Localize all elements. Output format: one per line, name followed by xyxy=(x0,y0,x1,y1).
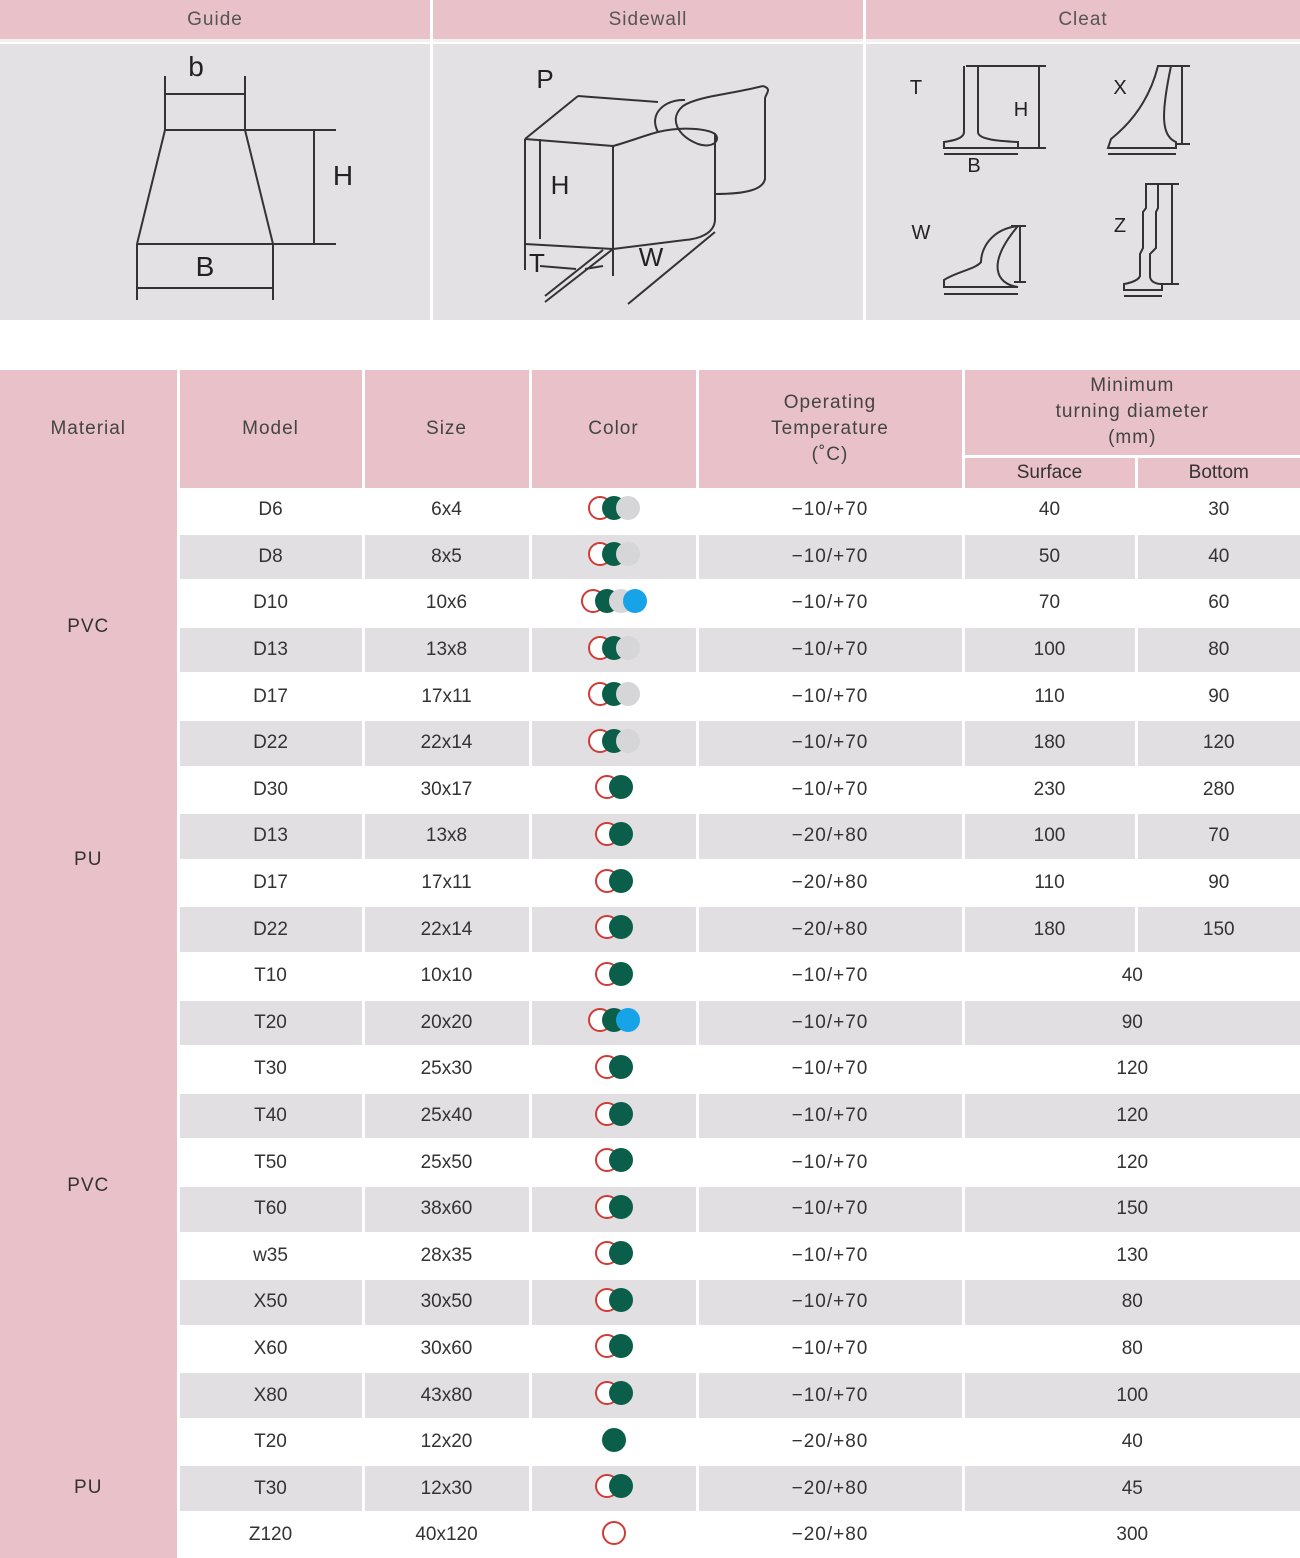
color-dot-green xyxy=(609,1195,633,1219)
color-swatches xyxy=(588,1007,640,1033)
surface-cell: 50 xyxy=(963,534,1136,581)
temperature-cell: −10/+70 xyxy=(697,1233,963,1280)
temperature-cell: −10/+70 xyxy=(697,1186,963,1233)
color-dot-green xyxy=(609,1055,633,1079)
table-row xyxy=(0,1326,1300,1373)
color-dot-green xyxy=(609,1288,633,1312)
header-size: Size xyxy=(363,370,530,488)
table-row xyxy=(0,906,1300,953)
table-row xyxy=(0,813,1300,860)
color-dot-grey xyxy=(616,729,640,753)
bottom-cell: 40 xyxy=(1136,534,1300,581)
color-dot-green xyxy=(609,1148,633,1172)
color-dot-green xyxy=(609,915,633,939)
surface-cell: 110 xyxy=(963,860,1136,907)
temperature-cell: −20/+80 xyxy=(697,813,963,860)
size-cell: 17x11 xyxy=(363,673,530,720)
surface-cell: 230 xyxy=(963,767,1136,814)
temperature-cell: −20/+80 xyxy=(697,1419,963,1466)
color-cell xyxy=(530,1233,697,1280)
size-cell: 25x30 xyxy=(363,1046,530,1093)
color-cell xyxy=(530,1419,697,1466)
cleat-title: Cleat xyxy=(1058,8,1108,30)
color-cell xyxy=(530,860,697,907)
temperature-cell: −10/+70 xyxy=(697,580,963,627)
color-dot-green xyxy=(609,822,633,846)
cleat-diagram xyxy=(866,44,1300,320)
table-row xyxy=(0,1233,1300,1280)
color-swatches xyxy=(588,541,640,567)
min-diameter-cell: 45 xyxy=(963,1465,1300,1512)
color-dot-green xyxy=(609,1474,633,1498)
temperature-cell: −10/+70 xyxy=(697,1279,963,1326)
temperature-cell: −10/+70 xyxy=(697,488,963,534)
table-row xyxy=(0,1093,1300,1140)
color-swatches xyxy=(588,635,640,661)
model-cell: X50 xyxy=(178,1279,363,1326)
bottom-cell: 30 xyxy=(1136,488,1300,534)
color-dot-grey xyxy=(616,682,640,706)
color-swatches xyxy=(595,774,633,800)
cleat-panel xyxy=(866,44,1300,320)
color-swatches xyxy=(595,1147,633,1173)
color-cell xyxy=(530,720,697,767)
color-swatches xyxy=(595,1101,633,1127)
color-swatches xyxy=(595,1240,633,1266)
guide-title: Guide xyxy=(187,8,243,30)
temperature-cell: −20/+80 xyxy=(697,860,963,907)
color-cell xyxy=(530,1186,697,1233)
color-swatches xyxy=(602,1427,626,1453)
bottom-cell: 90 xyxy=(1136,860,1300,907)
color-swatches xyxy=(602,1520,626,1546)
color-dot-green xyxy=(609,1102,633,1126)
color-cell xyxy=(530,767,697,814)
bottom-cell: 280 xyxy=(1136,767,1300,814)
cleat-label-B: B xyxy=(967,155,981,177)
model-cell: D22 xyxy=(178,720,363,767)
temperature-cell: −20/+80 xyxy=(697,906,963,953)
model-cell: D17 xyxy=(178,673,363,720)
table-row xyxy=(0,1465,1300,1512)
header-surface: Surface xyxy=(963,456,1136,488)
size-cell: 12x30 xyxy=(363,1465,530,1512)
size-cell: 30x50 xyxy=(363,1279,530,1326)
temperature-cell: −10/+70 xyxy=(697,720,963,767)
cleat-label-H: H xyxy=(1013,99,1029,121)
model-cell: T20 xyxy=(178,1419,363,1466)
color-swatches xyxy=(595,1194,633,1220)
size-cell: 30x17 xyxy=(363,767,530,814)
size-cell: 22x14 xyxy=(363,906,530,953)
model-cell: X60 xyxy=(178,1326,363,1373)
guide-label-H: H xyxy=(332,160,354,191)
color-swatches xyxy=(595,961,633,987)
sidewall-header xyxy=(433,0,863,42)
temperature-cell: −10/+70 xyxy=(697,953,963,1000)
bottom-cell: 90 xyxy=(1136,673,1300,720)
color-cell xyxy=(530,673,697,720)
color-dot-green xyxy=(609,1241,633,1265)
size-cell: 43x80 xyxy=(363,1372,530,1419)
size-cell: 40x120 xyxy=(363,1512,530,1558)
color-swatches xyxy=(595,1333,633,1359)
table-row xyxy=(0,488,1300,534)
table-row xyxy=(0,1000,1300,1047)
color-cell xyxy=(530,1372,697,1419)
color-swatches xyxy=(595,1287,633,1313)
temperature-cell: −10/+70 xyxy=(697,1093,963,1140)
header-bottom: Bottom xyxy=(1136,456,1300,488)
color-swatches xyxy=(595,1054,633,1080)
min-diameter-cell: 80 xyxy=(963,1279,1300,1326)
sidewall-label-T: T xyxy=(529,248,545,278)
bottom-cell: 60 xyxy=(1136,580,1300,627)
model-cell: Z120 xyxy=(178,1512,363,1558)
header-model: Model xyxy=(178,370,363,488)
size-cell: 6x4 xyxy=(363,488,530,534)
model-cell: D30 xyxy=(178,767,363,814)
color-cell xyxy=(530,1465,697,1512)
cleat-header xyxy=(866,0,1300,42)
size-cell: 38x60 xyxy=(363,1186,530,1233)
color-dot-grey xyxy=(616,496,640,520)
color-cell xyxy=(530,1326,697,1373)
model-cell: D8 xyxy=(178,534,363,581)
cleat-label-Z: Z xyxy=(1113,215,1127,237)
min-diameter-cell: 120 xyxy=(963,1139,1300,1186)
table-row xyxy=(0,673,1300,720)
table-row xyxy=(0,627,1300,674)
min-diameter-cell: 130 xyxy=(963,1233,1300,1280)
size-cell: 10x10 xyxy=(363,953,530,1000)
size-cell: 25x50 xyxy=(363,1139,530,1186)
surface-cell: 70 xyxy=(963,580,1136,627)
cleat-label-X: X xyxy=(1113,77,1127,99)
table-row xyxy=(0,1046,1300,1093)
color-cell xyxy=(530,1000,697,1047)
header-color: Color xyxy=(530,370,697,488)
min-diameter-cell: 300 xyxy=(963,1512,1300,1558)
size-cell: 28x35 xyxy=(363,1233,530,1280)
table-row xyxy=(0,953,1300,1000)
model-cell: T10 xyxy=(178,953,363,1000)
color-cell xyxy=(530,1046,697,1093)
model-cell: D17 xyxy=(178,860,363,907)
size-cell: 17x11 xyxy=(363,860,530,907)
color-cell xyxy=(530,534,697,581)
guide-panel xyxy=(0,44,430,320)
color-cell xyxy=(530,580,697,627)
color-dot-blue xyxy=(623,589,647,613)
header-material: Material xyxy=(0,370,178,488)
table-row xyxy=(0,1419,1300,1466)
model-cell: T30 xyxy=(178,1465,363,1512)
color-swatches xyxy=(595,868,633,894)
sidewall-label-P: P xyxy=(536,64,554,94)
material-cell: PU xyxy=(0,1419,178,1558)
bottom-cell: 120 xyxy=(1136,720,1300,767)
color-cell xyxy=(530,488,697,534)
color-cell xyxy=(530,1093,697,1140)
size-cell: 12x20 xyxy=(363,1419,530,1466)
min-diameter-cell: 90 xyxy=(963,1000,1300,1047)
temperature-cell: −20/+80 xyxy=(697,1465,963,1512)
temperature-cell: −10/+70 xyxy=(697,673,963,720)
sidewall-label-H: H xyxy=(550,170,570,200)
color-swatches xyxy=(595,1473,633,1499)
sidewall-panel xyxy=(433,44,863,320)
min-diameter-cell: 150 xyxy=(963,1186,1300,1233)
model-cell: T40 xyxy=(178,1093,363,1140)
temperature-cell: −10/+70 xyxy=(697,1000,963,1047)
color-cell xyxy=(530,953,697,1000)
temperature-cell: −10/+70 xyxy=(697,1326,963,1373)
color-swatches xyxy=(595,914,633,940)
temperature-cell: −10/+70 xyxy=(697,1046,963,1093)
color-cell xyxy=(530,627,697,674)
bottom-cell: 150 xyxy=(1136,906,1300,953)
header-temperature: Operating Temperature (˚C) xyxy=(697,370,963,488)
table-row xyxy=(0,534,1300,581)
min-diameter-cell: 120 xyxy=(963,1046,1300,1093)
temperature-cell: −10/+70 xyxy=(697,767,963,814)
temperature-cell: −10/+70 xyxy=(697,1372,963,1419)
color-dot-green xyxy=(609,869,633,893)
color-dot-green xyxy=(602,1428,626,1452)
surface-cell: 100 xyxy=(963,813,1136,860)
model-cell: T60 xyxy=(178,1186,363,1233)
temperature-cell: −10/+70 xyxy=(697,534,963,581)
color-cell xyxy=(530,1512,697,1558)
color-dot-green xyxy=(609,775,633,799)
bottom-cell: 70 xyxy=(1136,813,1300,860)
color-swatches xyxy=(588,728,640,754)
diagram-strip xyxy=(0,0,1300,320)
color-dot-green xyxy=(609,1381,633,1405)
surface-cell: 40 xyxy=(963,488,1136,534)
model-cell: D10 xyxy=(178,580,363,627)
table-row xyxy=(0,1372,1300,1419)
surface-cell: 180 xyxy=(963,906,1136,953)
guide-label-B: B xyxy=(195,251,215,282)
material-cell: PU xyxy=(0,767,178,953)
size-cell: 20x20 xyxy=(363,1000,530,1047)
guide-header xyxy=(0,0,430,42)
table-row xyxy=(0,767,1300,814)
temperature-cell: −10/+70 xyxy=(697,1139,963,1186)
color-swatches xyxy=(595,1380,633,1406)
color-dot-green xyxy=(609,1334,633,1358)
guide-diagram xyxy=(0,44,430,320)
min-diameter-cell: 40 xyxy=(963,1419,1300,1466)
min-diameter-cell: 80 xyxy=(963,1326,1300,1373)
table-row xyxy=(0,860,1300,907)
material-cell: PVC xyxy=(0,488,178,767)
min-diameter-cell: 100 xyxy=(963,1372,1300,1419)
surface-cell: 100 xyxy=(963,627,1136,674)
color-dot-white xyxy=(602,1521,626,1545)
size-cell: 8x5 xyxy=(363,534,530,581)
temperature-cell: −10/+70 xyxy=(697,627,963,674)
sidewall-label-W: W xyxy=(638,242,664,272)
sidewall-title: Sidewall xyxy=(608,8,688,30)
model-cell: X80 xyxy=(178,1372,363,1419)
model-cell: w35 xyxy=(178,1233,363,1280)
color-dot-green xyxy=(609,962,633,986)
table-row xyxy=(0,580,1300,627)
size-cell: 13x8 xyxy=(363,813,530,860)
spec-table xyxy=(0,370,1300,1558)
model-cell: T50 xyxy=(178,1139,363,1186)
model-cell: T30 xyxy=(178,1046,363,1093)
color-dot-grey xyxy=(616,636,640,660)
size-cell: 30x60 xyxy=(363,1326,530,1373)
model-cell: D13 xyxy=(178,627,363,674)
size-cell: 13x8 xyxy=(363,627,530,674)
spec-table-body xyxy=(0,488,1300,1558)
color-cell xyxy=(530,906,697,953)
color-cell xyxy=(530,1279,697,1326)
min-diameter-cell: 40 xyxy=(963,953,1300,1000)
model-cell: T20 xyxy=(178,1000,363,1047)
model-cell: D6 xyxy=(178,488,363,534)
min-diameter-cell: 120 xyxy=(963,1093,1300,1140)
table-row xyxy=(0,1139,1300,1186)
bottom-cell: 80 xyxy=(1136,627,1300,674)
color-swatches xyxy=(588,681,640,707)
model-cell: D22 xyxy=(178,906,363,953)
table-row xyxy=(0,1512,1300,1558)
surface-cell: 180 xyxy=(963,720,1136,767)
color-cell xyxy=(530,813,697,860)
color-dot-blue xyxy=(616,1008,640,1032)
color-cell xyxy=(530,1139,697,1186)
cleat-label-T: T xyxy=(909,77,923,99)
size-cell: 10x6 xyxy=(363,580,530,627)
sidewall-diagram xyxy=(433,44,863,320)
color-swatches xyxy=(581,588,647,614)
material-cell: PVC xyxy=(0,953,178,1419)
cleat-label-W: W xyxy=(911,222,931,244)
size-cell: 22x14 xyxy=(363,720,530,767)
table-row xyxy=(0,1279,1300,1326)
header-min-diameter: Minimum turning diameter (mm) xyxy=(963,370,1300,456)
guide-label-b: b xyxy=(188,51,204,82)
table-row xyxy=(0,720,1300,767)
surface-cell: 110 xyxy=(963,673,1136,720)
table-row xyxy=(0,1186,1300,1233)
color-swatches xyxy=(588,495,640,521)
color-dot-grey xyxy=(616,542,640,566)
temperature-cell: −20/+80 xyxy=(697,1512,963,1558)
model-cell: D13 xyxy=(178,813,363,860)
color-swatches xyxy=(595,821,633,847)
size-cell: 25x40 xyxy=(363,1093,530,1140)
